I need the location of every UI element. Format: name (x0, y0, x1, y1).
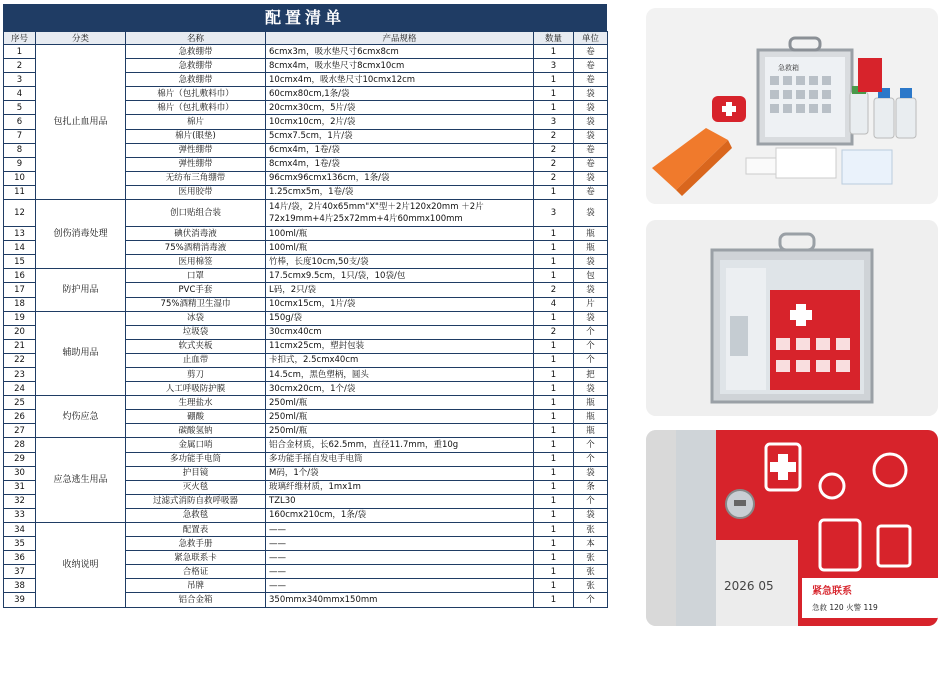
item-qty: 1 (534, 424, 574, 438)
item-qty: 1 (534, 101, 574, 115)
item-qty: 1 (534, 480, 574, 494)
item-unit: 袋 (574, 311, 608, 325)
item-qty: 1 (534, 494, 574, 508)
row-number: 11 (4, 185, 36, 199)
item-name: 配置表 (126, 523, 266, 537)
item-name: 垃圾袋 (126, 325, 266, 339)
item-unit: 袋 (574, 508, 608, 522)
item-unit: 卷 (574, 157, 608, 171)
item-unit: 袋 (574, 101, 608, 115)
item-name: 口罩 (126, 269, 266, 283)
row-number: 24 (4, 382, 36, 396)
item-name: 棉片（包扎敷料巾） (126, 87, 266, 101)
kit-closeup-illustration (646, 430, 938, 626)
item-unit: 片 (574, 297, 608, 311)
category-cell: 应急逃生用品 (36, 438, 126, 523)
item-qty: 1 (534, 73, 574, 87)
row-number: 21 (4, 339, 36, 353)
item-qty: 1 (534, 565, 574, 579)
product-photo-closeup (646, 430, 938, 626)
item-spec: 铝合金材质，长62.5mm，直径11.7mm，重10g (266, 438, 534, 452)
item-qty: 2 (534, 325, 574, 339)
row-number: 22 (4, 353, 36, 367)
item-spec: 1.25cmx5m，1卷/袋 (266, 185, 534, 199)
item-spec: 100ml/瓶 (266, 241, 534, 255)
item-name: PVC手套 (126, 283, 266, 297)
item-spec: 20cmx30cm，5片/袋 (266, 101, 534, 115)
item-name: 铝合金箱 (126, 593, 266, 607)
item-qty: 2 (534, 283, 574, 297)
item-name: 灭火毯 (126, 480, 266, 494)
item-spec: 卡扣式，2.5cmx40cm (266, 353, 534, 367)
item-unit: 本 (574, 537, 608, 551)
sheet-title: 配置清单 (3, 4, 607, 31)
item-name: 冰袋 (126, 311, 266, 325)
row-number: 26 (4, 410, 36, 424)
item-name: 弹性绷带 (126, 157, 266, 171)
item-qty: 1 (534, 438, 574, 452)
row-number: 36 (4, 551, 36, 565)
item-spec: 6cmx4m，1卷/袋 (266, 143, 534, 157)
category-cell: 收纳说明 (36, 523, 126, 608)
config-table (3, 31, 608, 608)
item-qty: 1 (534, 523, 574, 537)
item-name: 棉片(眼垫) (126, 129, 266, 143)
item-spec: M码，1个/袋 (266, 466, 534, 480)
item-qty: 1 (534, 241, 574, 255)
table-row (4, 396, 608, 410)
row-number: 15 (4, 255, 36, 269)
row-number: 32 (4, 494, 36, 508)
item-name: 合格证 (126, 565, 266, 579)
row-number: 31 (4, 480, 36, 494)
item-qty: 1 (534, 311, 574, 325)
item-spec: 多功能手摇自发电手电筒 (266, 452, 534, 466)
item-name: 急救绷带 (126, 73, 266, 87)
product-photo-case (646, 220, 938, 416)
row-number: 30 (4, 466, 36, 480)
item-qty: 1 (534, 593, 574, 607)
item-unit: 卷 (574, 45, 608, 59)
item-spec: 8cmx4m，吸水垫尺寸8cmx10cm (266, 59, 534, 73)
item-spec: 17.5cmx9.5cm，1只/袋，10袋/包 (266, 269, 534, 283)
row-number: 19 (4, 311, 36, 325)
item-unit: 卷 (574, 73, 608, 87)
item-spec: 160cmx210cm，1条/袋 (266, 508, 534, 522)
row-number: 6 (4, 115, 36, 129)
row-number: 9 (4, 157, 36, 171)
row-number: 38 (4, 579, 36, 593)
row-number: 27 (4, 424, 36, 438)
category-cell: 创伤消毒处理 (36, 200, 126, 269)
row-number: 23 (4, 367, 36, 381)
item-name: 创口贴组合装 (126, 200, 266, 227)
emergency-contact-text: 紧急联系 (812, 586, 852, 597)
row-number: 17 (4, 283, 36, 297)
row-number: 8 (4, 143, 36, 157)
item-spec: 250ml/瓶 (266, 396, 534, 410)
category-cell: 防护用品 (36, 269, 126, 311)
table-row (4, 311, 608, 325)
row-number: 18 (4, 297, 36, 311)
item-unit: 张 (574, 551, 608, 565)
row-number: 16 (4, 269, 36, 283)
row-number: 5 (4, 101, 36, 115)
item-unit: 瓶 (574, 241, 608, 255)
item-spec: 8cmx4m，1卷/袋 (266, 157, 534, 171)
item-qty: 1 (534, 45, 574, 59)
item-unit: 袋 (574, 283, 608, 297)
item-spec: 10cmx15cm，1片/袋 (266, 297, 534, 311)
item-qty: 3 (534, 59, 574, 73)
item-qty: 2 (534, 129, 574, 143)
item-qty: 3 (534, 115, 574, 129)
item-name: 弹性绷带 (126, 143, 266, 157)
item-qty: 1 (534, 382, 574, 396)
item-qty: 2 (534, 157, 574, 171)
item-spec: 100ml/瓶 (266, 227, 534, 241)
row-number: 10 (4, 171, 36, 185)
item-qty: 1 (534, 410, 574, 424)
item-spec: 6cmx3m，吸水垫尺寸6cmx8cm (266, 45, 534, 59)
table-row (4, 269, 608, 283)
item-name: 碳酸氢钠 (126, 424, 266, 438)
item-name: 硼酸 (126, 410, 266, 424)
item-unit: 瓶 (574, 396, 608, 410)
product-photo-contents (646, 8, 938, 204)
item-name: 75%酒精消毒液 (126, 241, 266, 255)
item-name: 生理盐水 (126, 396, 266, 410)
item-name: 急救毯 (126, 508, 266, 522)
header-no: 序号 (4, 32, 36, 45)
row-number: 25 (4, 396, 36, 410)
item-spec: —— (266, 551, 534, 565)
item-qty: 1 (534, 255, 574, 269)
item-unit: 瓶 (574, 424, 608, 438)
table-header-row (4, 32, 608, 45)
item-unit: 个 (574, 452, 608, 466)
item-unit: 条 (574, 480, 608, 494)
item-spec: TZL30 (266, 494, 534, 508)
item-spec: 350mmx340mmx150mm (266, 593, 534, 607)
row-number: 1 (4, 45, 36, 59)
item-qty: 1 (534, 353, 574, 367)
category-cell: 辅助用品 (36, 311, 126, 396)
header-name: 名称 (126, 32, 266, 45)
row-number: 3 (4, 73, 36, 87)
item-qty: 1 (534, 537, 574, 551)
header-spec: 产品规格 (266, 32, 534, 45)
item-qty: 1 (534, 87, 574, 101)
category-cell: 包扎止血用品 (36, 45, 126, 200)
item-unit: 把 (574, 367, 608, 381)
item-unit: 瓶 (574, 227, 608, 241)
item-qty: 1 (534, 367, 574, 381)
item-qty: 1 (534, 339, 574, 353)
item-spec: —— (266, 579, 534, 593)
item-name: 急救手册 (126, 537, 266, 551)
item-name: 软式夹板 (126, 339, 266, 353)
item-unit: 个 (574, 438, 608, 452)
bottle-text: 2026 05 (724, 579, 774, 593)
kit-label-text: 急救箱 (778, 64, 799, 72)
row-number: 37 (4, 565, 36, 579)
item-spec: 玻璃纤维材质，1mx1m (266, 480, 534, 494)
kit-case-illustration (646, 220, 938, 416)
item-spec: 14.5cm，黑色塑柄，圆头 (266, 367, 534, 381)
item-name: 紧急联系卡 (126, 551, 266, 565)
item-unit: 包 (574, 269, 608, 283)
item-name: 吊牌 (126, 579, 266, 593)
item-unit: 张 (574, 565, 608, 579)
item-name: 棉片（包扎敷料巾） (126, 101, 266, 115)
item-qty: 1 (534, 185, 574, 199)
item-spec: 竹棒，长度10cm,50支/袋 (266, 255, 534, 269)
item-spec: L码，2只/袋 (266, 283, 534, 297)
item-qty: 1 (534, 227, 574, 241)
item-qty: 1 (534, 508, 574, 522)
item-spec: 10cmx4m，吸水垫尺寸10cmx12cm (266, 73, 534, 87)
item-name: 急救绷带 (126, 59, 266, 73)
row-number: 12 (4, 200, 36, 227)
item-unit: 袋 (574, 382, 608, 396)
item-unit: 个 (574, 339, 608, 353)
row-number: 20 (4, 325, 36, 339)
item-unit: 袋 (574, 115, 608, 129)
row-number: 28 (4, 438, 36, 452)
item-unit: 袋 (574, 200, 608, 227)
table-row (4, 523, 608, 537)
table-row (4, 438, 608, 452)
item-qty: 2 (534, 171, 574, 185)
row-number: 14 (4, 241, 36, 255)
item-name: 医用棉签 (126, 255, 266, 269)
row-number: 4 (4, 87, 36, 101)
item-spec: 14片/袋，2片40x65mm"X"型＋2片120x20mm ＋2片72x19mm+4片25x72mm+4片60mmx100mm (266, 200, 534, 227)
table-row (4, 200, 608, 227)
item-name: 急救绷带 (126, 45, 266, 59)
item-spec: 250ml/瓶 (266, 424, 534, 438)
item-name: 棉片 (126, 115, 266, 129)
item-name: 75%酒精卫生湿巾 (126, 297, 266, 311)
item-qty: 1 (534, 452, 574, 466)
item-unit: 个 (574, 325, 608, 339)
item-spec: 96cmx96cmx136cm，1条/袋 (266, 171, 534, 185)
item-qty: 4 (534, 297, 574, 311)
config-sheet (3, 4, 607, 608)
item-unit: 袋 (574, 87, 608, 101)
item-name: 剪刀 (126, 367, 266, 381)
row-number: 29 (4, 452, 36, 466)
item-spec: 5cmx7.5cm，1片/袋 (266, 129, 534, 143)
item-unit: 瓶 (574, 410, 608, 424)
item-unit: 个 (574, 494, 608, 508)
kit-contents-illustration (646, 8, 938, 204)
row-number: 39 (4, 593, 36, 607)
item-name: 止血带 (126, 353, 266, 367)
item-name: 金属口哨 (126, 438, 266, 452)
phone-line-text: 急救 120 火警 119 (812, 603, 878, 612)
item-name: 碘伏消毒液 (126, 227, 266, 241)
row-number: 13 (4, 227, 36, 241)
item-name: 过滤式消防自救呼吸器 (126, 494, 266, 508)
row-number: 35 (4, 537, 36, 551)
item-qty: 2 (534, 143, 574, 157)
item-unit: 袋 (574, 255, 608, 269)
item-qty: 1 (534, 269, 574, 283)
item-name: 人工呼吸防护膜 (126, 382, 266, 396)
item-qty: 1 (534, 466, 574, 480)
row-number: 34 (4, 523, 36, 537)
row-number: 2 (4, 59, 36, 73)
table-row (4, 45, 608, 59)
category-cell: 灼伤应急 (36, 396, 126, 438)
header-category: 分类 (36, 32, 126, 45)
header-qty: 数量 (534, 32, 574, 45)
item-unit: 个 (574, 593, 608, 607)
item-unit: 卷 (574, 143, 608, 157)
item-unit: 张 (574, 523, 608, 537)
item-spec: —— (266, 565, 534, 579)
header-unit: 单位 (574, 32, 608, 45)
item-unit: 卷 (574, 59, 608, 73)
item-name: 无纺布三角绷带 (126, 171, 266, 185)
item-qty: 1 (534, 396, 574, 410)
item-name: 医用胶带 (126, 185, 266, 199)
item-spec: 30cmx40cm (266, 325, 534, 339)
item-name: 护目镜 (126, 466, 266, 480)
item-spec: 250ml/瓶 (266, 410, 534, 424)
row-number: 7 (4, 129, 36, 143)
item-qty: 3 (534, 200, 574, 227)
item-spec: 10cmx10cm，2片/袋 (266, 115, 534, 129)
item-name: 多功能手电筒 (126, 452, 266, 466)
item-unit: 袋 (574, 466, 608, 480)
item-spec: 60cmx80cm,1条/袋 (266, 87, 534, 101)
item-unit: 张 (574, 579, 608, 593)
item-unit: 袋 (574, 129, 608, 143)
item-qty: 1 (534, 579, 574, 593)
item-spec: 11cmx25cm，塑封包装 (266, 339, 534, 353)
item-spec: 150g/袋 (266, 311, 534, 325)
item-qty: 1 (534, 551, 574, 565)
item-unit: 个 (574, 353, 608, 367)
row-number: 33 (4, 508, 36, 522)
item-unit: 袋 (574, 171, 608, 185)
item-unit: 卷 (574, 185, 608, 199)
item-spec: 30cmx20cm，1个/袋 (266, 382, 534, 396)
item-spec: —— (266, 537, 534, 551)
item-spec: —— (266, 523, 534, 537)
